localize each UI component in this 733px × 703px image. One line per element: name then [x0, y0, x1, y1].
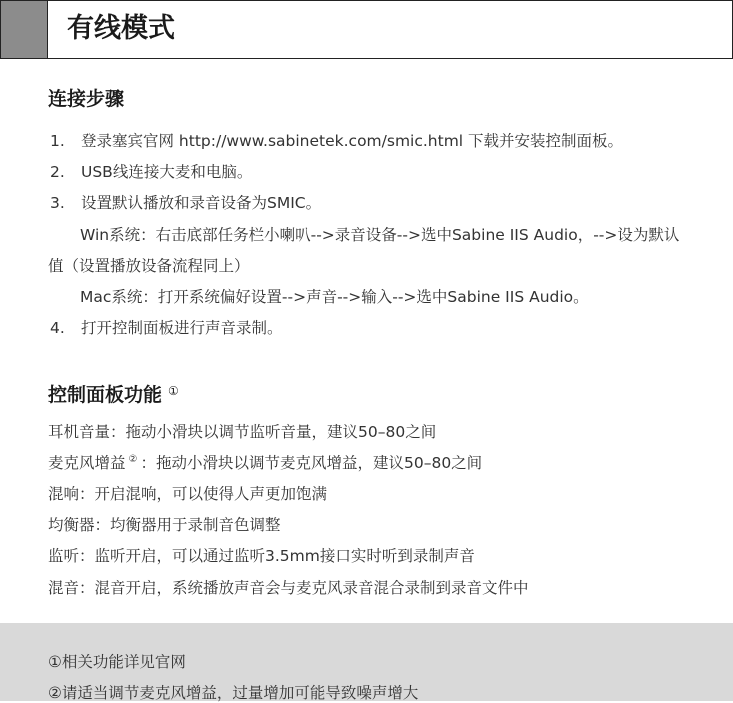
- step-text: 设置默认播放和录音设备为SMIC。: [81, 194, 322, 212]
- feature-label: 混音: [48, 579, 80, 597]
- feature-label: 耳机音量: [48, 423, 111, 441]
- feature-mix: [48, 578, 529, 598]
- footnotes-panel: [0, 623, 733, 701]
- step-number: 4.: [50, 319, 65, 337]
- header-accent-block: [1, 1, 48, 58]
- footnote-1: ①相关功能详见官网: [48, 653, 186, 671]
- step-substep-win: Win系统：右击底部任务栏小喇叭-->录音设备-->选中Sabine IIS Audio，-->设为默认: [80, 226, 680, 244]
- step-substep-win-cont: 值（设置播放设备流程同上）: [48, 257, 250, 275]
- step-text: 登录塞宾官网 http://www.sabinetek.com/smic.html 下载并安装控制面板。: [81, 132, 624, 150]
- feature-monitor: [48, 546, 475, 566]
- step-text: 打开控制面板进行声音录制。: [81, 319, 283, 337]
- feature-desc: ：均衡器用于录制音色调整: [94, 516, 281, 534]
- step-number: 1.: [50, 132, 65, 150]
- feature-desc: ：混音开启，系统播放声音会与麦克风录音混合录制到录音文件中: [79, 579, 529, 597]
- feature-desc: ：拖动小滑块以调节麦克风增益，建议50–80之间: [140, 454, 483, 472]
- feature-desc: ：监听开启，可以通过监听3.5mm接口实时听到录制声音: [79, 547, 475, 565]
- feature-equalizer: [48, 515, 281, 535]
- page-header: [0, 0, 733, 59]
- feature-desc: ：拖动小滑块以调节监听音量，建议50–80之间: [110, 423, 437, 441]
- step-text: USB线连接大麦和电脑。: [81, 163, 253, 181]
- feature-reverb: [48, 484, 327, 504]
- step-substep-mac: Mac系统：打开系统偏好设置-->声音-->输入-->选中Sabine IIS Audio。: [80, 288, 589, 306]
- feature-label: 监听: [48, 547, 80, 565]
- feature-mic-gain: [48, 453, 482, 473]
- feature-label: 均衡器: [48, 516, 95, 534]
- page-title: 有线模式: [67, 13, 175, 44]
- feature-label: 混响: [48, 485, 80, 503]
- step-number: 2.: [50, 163, 65, 181]
- feature-headphone-volume: [48, 422, 436, 442]
- step-number: 3.: [50, 194, 65, 212]
- footnote-2: ②请适当调节麦克风增益，过量增加可能导致噪声增大: [48, 684, 419, 702]
- footnote-marker: ①: [168, 384, 179, 398]
- panel-section-title: [48, 382, 179, 408]
- steps-section-title: 连接步骤: [48, 88, 125, 110]
- panel-section-title-text: 控制面板功能: [48, 384, 163, 406]
- footnote-marker: ②: [128, 454, 138, 465]
- feature-desc: ：开启混响，可以使得人声更加饱满: [79, 485, 328, 503]
- feature-label: 麦克风增益: [48, 454, 126, 472]
